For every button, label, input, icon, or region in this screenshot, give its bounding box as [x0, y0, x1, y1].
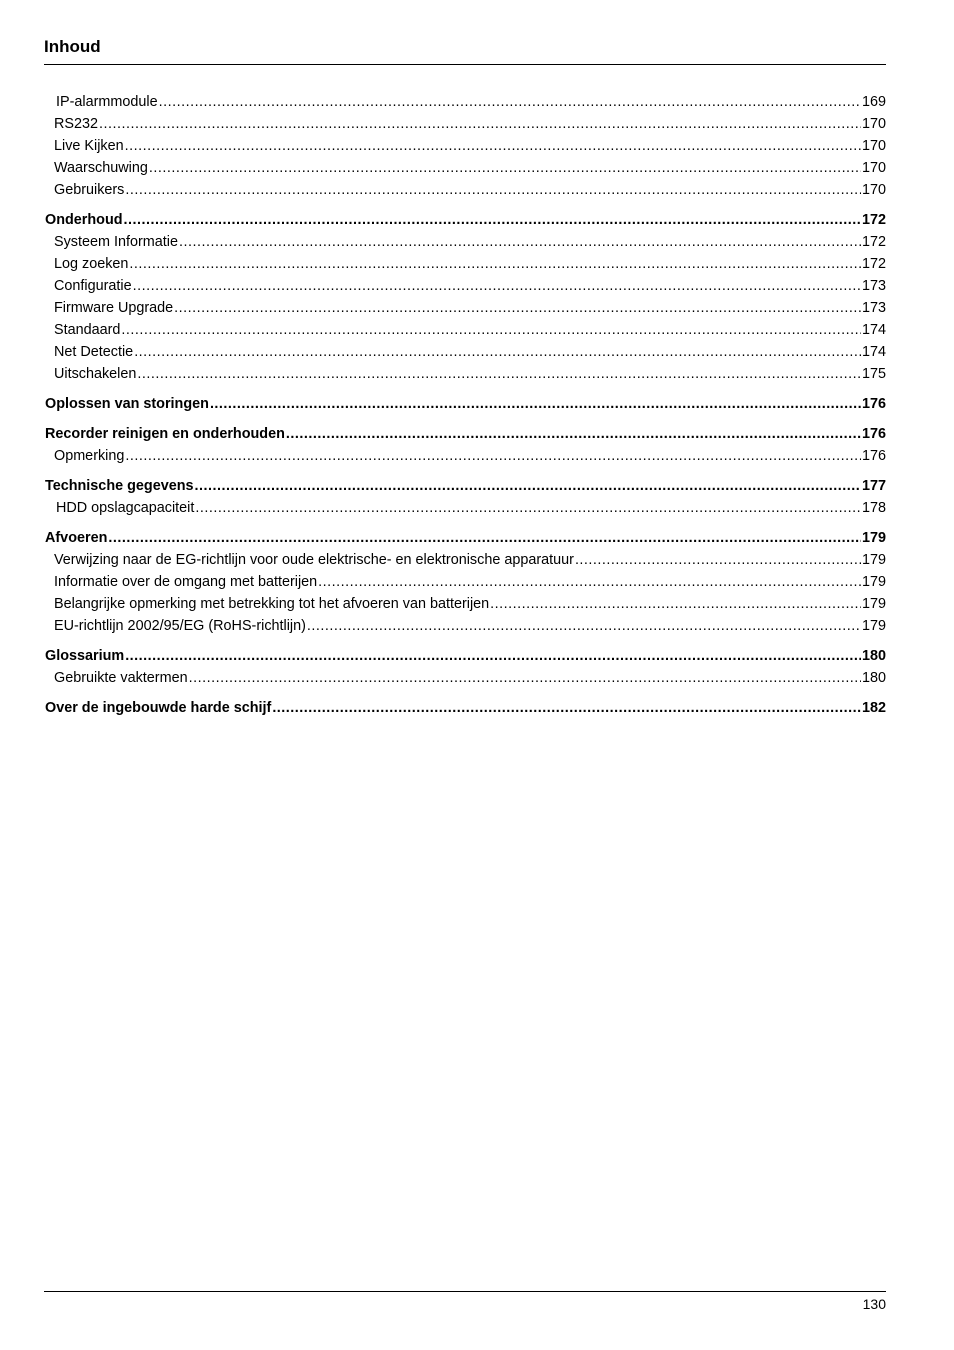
toc-dot-leader — [286, 423, 861, 445]
toc-entry-page: 176 — [861, 426, 886, 442]
toc-dot-leader — [129, 253, 861, 275]
toc-dot-leader — [272, 697, 861, 719]
toc-dot-leader — [125, 445, 861, 467]
toc-dot-leader — [134, 341, 861, 363]
toc-section-entry[interactable] — [45, 393, 886, 415]
toc-entry-page: 178 — [861, 500, 886, 516]
toc-entry-label: Over de ingebouwde harde schijf — [45, 700, 272, 716]
toc-entry-page: 174 — [861, 344, 886, 360]
toc-section-entry[interactable] — [45, 697, 886, 719]
toc-dot-leader — [174, 297, 861, 319]
toc-subsection-entry[interactable] — [45, 363, 886, 385]
toc-entry-page: 180 — [861, 670, 886, 686]
toc-subsection-entry[interactable] — [45, 253, 886, 275]
toc-entry-label: Afvoeren — [45, 530, 108, 546]
toc-dot-leader — [149, 157, 861, 179]
toc-entry-label: Uitschakelen — [54, 366, 137, 382]
toc-dot-leader — [108, 527, 861, 549]
toc-dot-leader — [125, 179, 861, 201]
toc-entry-page: 170 — [861, 116, 886, 132]
toc-dot-leader — [121, 319, 861, 341]
toc-dot-leader — [189, 667, 861, 689]
toc-entry-label: Net Detectie — [54, 344, 134, 360]
toc-subsection-entry[interactable] — [45, 445, 886, 467]
toc-entry-page: 170 — [861, 182, 886, 198]
toc-subsection-entry[interactable] — [45, 497, 886, 519]
toc-dot-leader — [195, 475, 861, 497]
toc-dot-leader — [125, 645, 861, 667]
toc-subsection-entry[interactable] — [45, 297, 886, 319]
toc-entry-label: Log zoeken — [54, 256, 129, 272]
toc-entry-page: 179 — [861, 530, 886, 546]
toc-entry-page: 177 — [861, 478, 886, 494]
toc-subsection-entry[interactable] — [45, 231, 886, 253]
toc-section-entry[interactable] — [45, 645, 886, 667]
toc-entry-page: 173 — [861, 278, 886, 294]
toc-entry-label: Glossarium — [45, 648, 125, 664]
toc-entry-page: 174 — [861, 322, 886, 338]
toc-section-entry[interactable] — [45, 527, 886, 549]
toc-entry-label: Technische gegevens — [45, 478, 194, 494]
toc-subsection-entry[interactable] — [45, 179, 886, 201]
toc-entry-page: 176 — [861, 396, 886, 412]
toc-entry-label: HDD opslagcapaciteit — [56, 500, 195, 516]
toc-entry-page: 180 — [861, 648, 886, 664]
toc-section-entry[interactable] — [45, 475, 886, 497]
page-header — [44, 36, 886, 65]
toc-entry-page: 172 — [861, 234, 886, 250]
toc-dot-leader — [125, 135, 861, 157]
toc-entry-label: Firmware Upgrade — [54, 300, 174, 316]
toc-entry-label: Oplossen van storingen — [45, 396, 209, 412]
toc-subsection-entry[interactable] — [45, 615, 886, 637]
toc-entry-label: IP-alarmmodule — [56, 94, 158, 110]
toc-dot-leader — [159, 91, 861, 113]
toc-entry-page: 179 — [861, 552, 886, 568]
page-number: 130 — [862, 1296, 886, 1312]
toc-entry-label: Configuratie — [54, 278, 132, 294]
page-footer — [44, 1291, 886, 1312]
toc-dot-leader — [133, 275, 861, 297]
toc-entry-label: Waarschuwing — [54, 160, 148, 176]
toc-entry-label: RS232 — [54, 116, 99, 132]
toc-subsection-entry[interactable] — [45, 667, 886, 689]
toc-entry-label: Standaard — [54, 322, 121, 338]
toc-entry-page: 179 — [861, 574, 886, 590]
toc-subsection-entry[interactable] — [45, 571, 886, 593]
toc-dot-leader — [137, 363, 861, 385]
toc-dot-leader — [179, 231, 861, 253]
toc-section-entry[interactable] — [45, 209, 886, 231]
toc-dot-leader — [307, 615, 861, 637]
toc-subsection-entry[interactable] — [45, 593, 886, 615]
toc-entry-label: Verwijzing naar de EG-richtlijn voor oude elektrische- en elektronische apparatuur — [54, 552, 574, 568]
toc-dot-leader — [124, 209, 861, 231]
toc-subsection-entry[interactable] — [45, 341, 886, 363]
toc-dot-leader — [210, 393, 861, 415]
toc-entry-page: 173 — [861, 300, 886, 316]
toc-entry-label: Gebruikers — [54, 182, 125, 198]
toc-subsection-entry[interactable] — [45, 91, 886, 113]
toc-subsection-entry[interactable] — [45, 275, 886, 297]
toc-dot-leader — [575, 549, 861, 571]
toc-entry-page: 179 — [861, 618, 886, 634]
toc-subsection-entry[interactable] — [45, 135, 886, 157]
toc-entry-page: 172 — [861, 256, 886, 272]
toc-entry-label: Onderhoud — [45, 212, 123, 228]
toc-entry-page: 172 — [861, 212, 886, 228]
toc-entry-label: Belangrijke opmerking met betrekking tot het afvoeren van batterijen — [54, 596, 490, 612]
toc-subsection-entry[interactable] — [45, 113, 886, 135]
toc-entry-label: Recorder reinigen en onderhouden — [45, 426, 285, 442]
toc-subsection-entry[interactable] — [45, 319, 886, 341]
toc-dot-leader — [99, 113, 861, 135]
toc-entry-page: 182 — [861, 700, 886, 716]
toc-dot-leader — [195, 497, 861, 519]
toc-entry-page: 170 — [861, 160, 886, 176]
toc-subsection-entry[interactable] — [45, 549, 886, 571]
toc-entry-page: 170 — [861, 138, 886, 154]
toc-entry-label: Systeem Informatie — [54, 234, 178, 250]
toc-entry-label: Informatie over de omgang met batterijen — [54, 574, 318, 590]
page-title: Inhoud — [44, 37, 101, 56]
toc-subsection-entry[interactable] — [45, 157, 886, 179]
toc-entry-page: 179 — [861, 596, 886, 612]
table-of-contents — [45, 91, 886, 719]
toc-section-entry[interactable] — [45, 423, 886, 445]
toc-entry-label: Opmerking — [54, 448, 125, 464]
toc-entry-label: EU-richtlijn 2002/95/EG (RoHS-richtlijn) — [54, 618, 306, 634]
toc-entry-page: 176 — [861, 448, 886, 464]
toc-entry-page: 169 — [861, 94, 886, 110]
toc-dot-leader — [318, 571, 861, 593]
toc-dot-leader — [490, 593, 861, 615]
toc-entry-label: Gebruikte vaktermen — [54, 670, 188, 686]
toc-entry-label: Live Kijken — [54, 138, 124, 154]
toc-entry-page: 175 — [861, 366, 886, 382]
